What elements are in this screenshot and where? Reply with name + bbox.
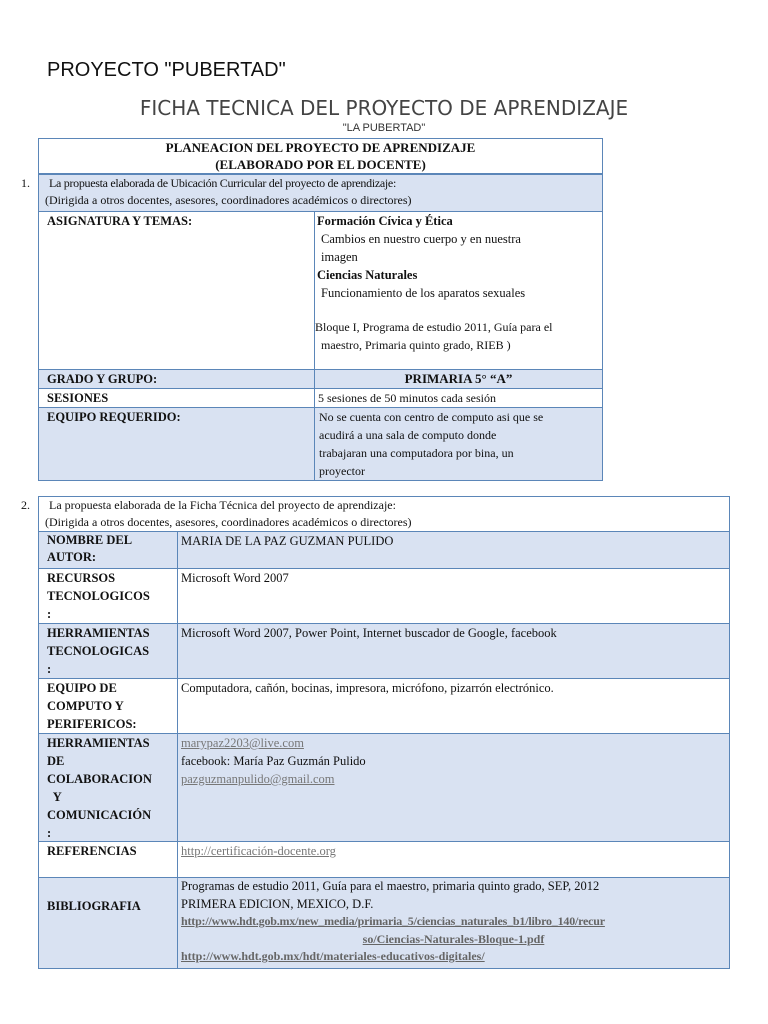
colaboracion-value: [177, 733, 730, 842]
biblio-link-materiales[interactable]: http://www.hdt.gob.mx/hdt/materiales-educativos-digitales/: [181, 949, 485, 963]
section1-intro: [38, 174, 603, 212]
bloque-line2: maestro, Primaria quinto grado, RIEB ): [321, 338, 511, 352]
label-line: COMPUTO Y: [47, 699, 124, 713]
label-line: TECNOLOGICAS: [47, 644, 150, 658]
equipo-line: proyector: [319, 464, 365, 478]
autor-value: MARIA DE LA PAZ GUZMAN PULIDO: [177, 531, 730, 569]
recursos-label: [38, 568, 178, 624]
computo-label: [38, 678, 178, 734]
asignatura-value: [314, 211, 603, 370]
label-line: RECURSOS: [47, 571, 116, 585]
sesiones-label: SESIONES: [38, 388, 315, 408]
section1-heading-line1: PLANEACION DEL PROYECTO DE APRENDIZAJE: [165, 140, 476, 155]
biblio-link-pdf-cont[interactable]: so/Ciencias-Naturales-Bloque-1.pdf: [362, 931, 545, 946]
bibliografia-value: [177, 877, 730, 969]
bibliografia-label: BIBLIOGRAFIA: [38, 877, 178, 969]
ficha-title: FICHA TECNICA DEL PROYECTO DE APRENDIZAJE: [139, 96, 629, 120]
topic-civica-line1: Cambios en nuestro cuerpo y en nuestra: [321, 232, 521, 246]
bloque-line1: Bloque I, Programa de estudio 2011, Guía para el: [315, 320, 553, 334]
section1-heading: [38, 138, 603, 174]
email-link-gmail[interactable]: pazguzmanpulido@gmail.com: [181, 772, 335, 786]
section2-intro-line1: La propuesta elaborada de la Ficha Técnica del proyecto de aprendizaje:: [49, 498, 396, 512]
label-line: Y: [47, 790, 62, 804]
grado-value: PRIMARIA 5° “A”: [314, 369, 603, 389]
label-line: NOMBRE DEL: [47, 533, 133, 547]
subtitle: "LA PUBERTAD": [342, 122, 426, 134]
label-line: TECNOLOGICOS: [47, 589, 150, 603]
herramientas-label: [38, 623, 178, 679]
label-line: EQUIPO DE: [47, 681, 117, 695]
referencias-link[interactable]: http://certificación-docente.org: [181, 844, 336, 858]
topic-naturales: Funcionamiento de los aparatos sexuales: [321, 286, 526, 300]
sesiones-value: 5 sesiones de 50 minutos cada sesión: [314, 388, 603, 408]
computo-value: Computadora, cañón, bocinas, impresora, micrófono, pizarrón electrónico.: [177, 678, 730, 734]
label-line: :: [47, 826, 52, 840]
section1-intro-line2: (Dirigida a otros docentes, asesores, coordinadores académicos o directores): [45, 193, 412, 207]
section2-number: 2.: [21, 498, 30, 512]
label-line: HERRAMIENTAS: [47, 736, 150, 750]
asignatura-label: ASIGNATURA Y TEMAS:: [38, 211, 315, 370]
autor-label: [38, 531, 178, 569]
label-line: PERIFERICOS:: [47, 717, 137, 731]
section2-intro: [38, 496, 730, 532]
label-line: AUTOR:: [47, 550, 97, 564]
colaboracion-label: [38, 733, 178, 842]
grado-label: GRADO Y GRUPO:: [38, 369, 315, 389]
project-title: PROYECTO "PUBERTAD": [47, 59, 286, 81]
equipo-line: acudirá a una sala de computo donde: [319, 428, 497, 442]
section1-number: 1.: [21, 176, 30, 190]
label-line: HERRAMIENTAS: [47, 626, 150, 640]
facebook-text: facebook: María Paz Guzmán Pulido: [181, 754, 366, 768]
email-link-live[interactable]: marypaz2203@live.com: [181, 736, 304, 750]
section1-heading-line2: (ELABORADO POR EL DOCENTE): [215, 157, 426, 172]
referencias-value: [177, 841, 730, 878]
herramientas-value: Microsoft Word 2007, Power Point, Internet buscador de Google, facebook: [177, 623, 730, 679]
label-line: COLABORACION: [47, 772, 152, 786]
topic-civica-line2: imagen: [321, 250, 358, 264]
section1-intro-line1: La propuesta elaborada de Ubicación Curricular del proyecto de aprendizaje:: [49, 176, 396, 190]
equipo-line: No se cuenta con centro de computo asi que se: [319, 410, 544, 424]
referencias-label: REFERENCIAS: [38, 841, 178, 878]
label-line: :: [47, 607, 52, 621]
subject-civica: Formación Cívica y Ética: [317, 214, 453, 228]
equipo-label: EQUIPO REQUERIDO:: [38, 407, 315, 481]
label-line: COMUNICACIÓN: [47, 808, 152, 822]
biblio-line1: Programas de estudio 2011, Guía para el maestro, primaria quinto grado, SEP, 2012: [181, 879, 600, 893]
label-line: :: [47, 662, 52, 676]
label-line: DE: [47, 754, 65, 768]
subject-naturales: Ciencias Naturales: [317, 268, 418, 282]
equipo-line: trabajaran una computadora por bina, un: [319, 446, 514, 460]
section2-intro-line2: (Dirigida a otros docentes, asesores, coordinadores académicos o directores): [45, 515, 412, 529]
biblio-link-pdf[interactable]: http://www.hdt.gob.mx/new_media/primaria_5/ciencias_naturales_b1/libro_140/recur: [181, 914, 605, 928]
equipo-value: [314, 407, 603, 481]
recursos-value: Microsoft Word 2007: [177, 568, 730, 624]
biblio-line2: PRIMERA EDICION, MEXICO, D.F.: [181, 896, 374, 911]
